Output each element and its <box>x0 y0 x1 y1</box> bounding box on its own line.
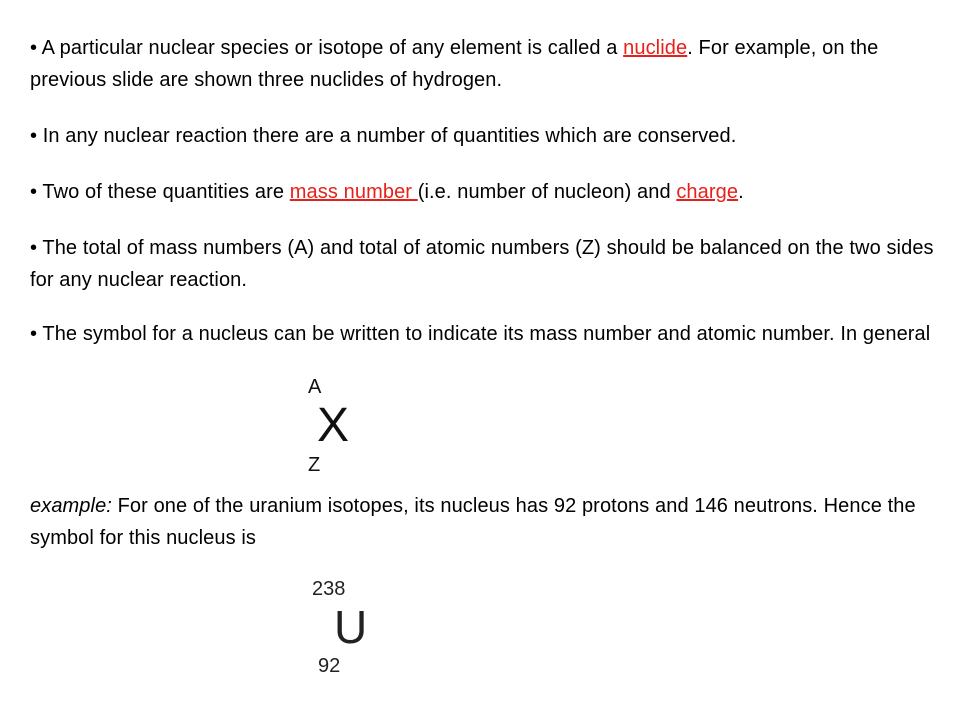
uranium-mass-number: 238 <box>312 578 346 600</box>
p4-text: • The total of mass numbers (A) and total of atomic numbers (Z) should be balanced on the two sides for any nuclear reaction. <box>30 237 934 291</box>
p1-text-a: • A particular nuclear species or isotope of any element is called a <box>30 37 624 59</box>
element-symbol: X <box>317 399 350 452</box>
paragraph-balance <box>30 232 935 296</box>
p3-text-c: . <box>738 181 744 203</box>
uranium-element-symbol: U <box>334 601 368 653</box>
term-charge: charge <box>676 181 739 203</box>
p2-text: • In any nuclear reaction there are a number of quantities which are conserved. <box>30 125 737 147</box>
atomic-number-label: Z <box>308 454 321 476</box>
paragraph-example <box>30 490 935 554</box>
paragraph-symbol <box>30 318 935 350</box>
example-text: For one of the uranium isotopes, its nucleus has 92 protons and 146 neutrons. Hence the symbol for this nucleus is <box>30 495 916 549</box>
term-mass-number: mass number <box>289 181 418 203</box>
uranium-atomic-number: 92 <box>318 655 341 677</box>
p5-text: • The symbol for a nucleus can be written to indicate its mass number and atomic number. In general <box>30 323 931 345</box>
paragraph-nuclide <box>30 32 935 96</box>
paragraph-quantities <box>30 176 935 208</box>
p1-text-b: . For example, on the previous slide are shown three nuclides of hydrogen. <box>30 37 879 91</box>
p3-text-a: • Two of these quantities are <box>30 181 290 203</box>
term-nuclide: nuclide <box>623 37 688 59</box>
paragraph-conserved <box>30 120 935 152</box>
example-label: example: <box>30 495 112 517</box>
p3-text-b: (i.e. number of nucleon) and <box>417 181 677 203</box>
mass-number-label: A <box>308 376 322 398</box>
